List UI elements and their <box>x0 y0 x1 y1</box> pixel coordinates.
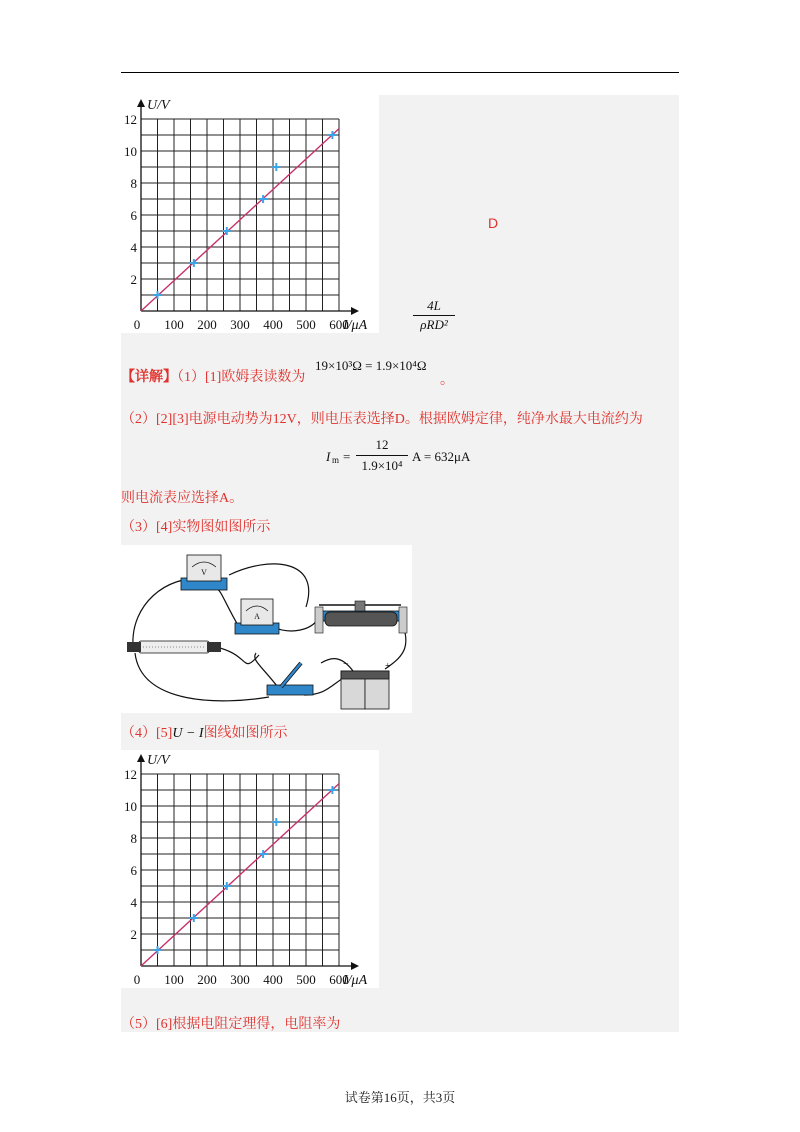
y-axis-label: U/V <box>147 98 170 113</box>
y-tick-label: 6 <box>130 863 137 878</box>
current-symbol: I <box>326 449 331 464</box>
detail-label: 【详解】 <box>121 370 177 385</box>
detail-p5-prefix: （4）[5] <box>121 726 173 741</box>
current-denominator: 1.9×10⁴ <box>361 458 403 473</box>
battery-icon <box>341 659 391 709</box>
y-tick-label: 10 <box>124 799 137 814</box>
detail-p5-suffix: 图线如图所示 <box>203 726 288 741</box>
x-tick-label: 100 <box>164 317 184 332</box>
x-tick-label: 600 <box>329 317 349 332</box>
current-result: A = 632μA <box>412 449 471 464</box>
x-axis-label: I/μA <box>343 973 368 988</box>
ui-graph-1-svg <box>121 95 379 333</box>
x-axis-label: I/μA <box>343 318 368 333</box>
resistivity-numerator: 4L <box>427 298 441 313</box>
y-tick-label: 8 <box>130 176 137 191</box>
ui-graph-1 <box>121 95 379 333</box>
detail-line-1 <box>121 369 305 387</box>
fraction-bar <box>356 455 408 456</box>
battery-plus-label: + <box>385 661 391 672</box>
y-tick-label: 4 <box>130 895 137 910</box>
ammeter-label: A <box>254 612 260 621</box>
circuit-diagram <box>121 545 412 713</box>
detail-p1-suffix: 。 <box>440 373 454 388</box>
y-tick-label: 10 <box>124 144 137 159</box>
current-fraction <box>356 437 408 474</box>
sample-tube-icon <box>127 641 221 653</box>
y-tick-label: 8 <box>130 831 137 846</box>
x-axis-arrow <box>351 962 359 970</box>
x-tick-label: 400 <box>263 972 283 987</box>
voltmeter-icon <box>181 555 227 590</box>
detail-p6-text: （5）[6]根据电阻定理得，电阻率为 <box>121 1017 341 1032</box>
x-tick-label: 200 <box>197 317 217 332</box>
x-tick-label: 200 <box>197 972 217 987</box>
x-tick-label: 300 <box>230 317 250 332</box>
header-rule <box>121 72 679 73</box>
y-tick-label: 12 <box>124 112 137 127</box>
ui-graph-2 <box>121 750 379 988</box>
y-axis-arrow <box>137 99 145 107</box>
current-numerator: 12 <box>375 437 389 452</box>
equals-sign: = <box>343 449 351 464</box>
voltmeter-answer: D <box>488 215 499 231</box>
x-tick-label: 500 <box>296 317 316 332</box>
x-tick-label: 100 <box>164 972 184 987</box>
y-tick-label: 4 <box>130 240 137 255</box>
x-tick-label: 500 <box>296 972 316 987</box>
x-tick-label: 0 <box>133 972 141 987</box>
ui-graph-2-svg <box>121 750 379 988</box>
y-axis-label: U/V <box>147 753 170 768</box>
u-i-symbol: U − I <box>172 726 204 741</box>
detail-p2-text: （2）[2][3]电源电动势为12V，则电压表选择D。根据欧姆定律，纯净水最大电流约为 <box>121 412 643 427</box>
y-tick-label: 2 <box>130 272 137 287</box>
detail-p4-text: （3）[4]实物图如图所示 <box>121 520 271 535</box>
battery-minus-label: − <box>343 659 349 670</box>
x-tick-label: 400 <box>263 317 283 332</box>
detail-p1-text: （1）[1]欧姆表读数为 <box>177 370 306 385</box>
y-tick-label: 6 <box>130 208 137 223</box>
x-tick-label: 0 <box>133 317 141 332</box>
x-tick-label: 600 <box>329 972 349 987</box>
page-footer: 试卷第16页，共3页 <box>344 1090 456 1105</box>
fraction-bar <box>413 315 455 316</box>
current-subscript: m <box>332 455 340 465</box>
voltmeter-label: V <box>201 568 207 577</box>
detail-p3-text: 则电流表应选择A。 <box>121 491 244 506</box>
y-axis-arrow <box>137 754 145 762</box>
ohm-reading-formula: 19×10³Ω = 1.9×10⁴Ω <box>315 358 427 373</box>
y-tick-label: 2 <box>130 927 137 942</box>
resistivity-denominator: ρRD² <box>420 317 448 332</box>
y-tick-label: 12 <box>124 767 137 782</box>
detail-line-5 <box>121 725 288 743</box>
x-axis-arrow <box>351 307 359 315</box>
resistivity-formula <box>413 298 455 333</box>
circuit-svg <box>121 545 412 713</box>
x-tick-label: 300 <box>230 972 250 987</box>
switch-icon <box>267 663 313 695</box>
ammeter-icon <box>235 599 279 634</box>
rheostat-icon <box>315 601 407 633</box>
